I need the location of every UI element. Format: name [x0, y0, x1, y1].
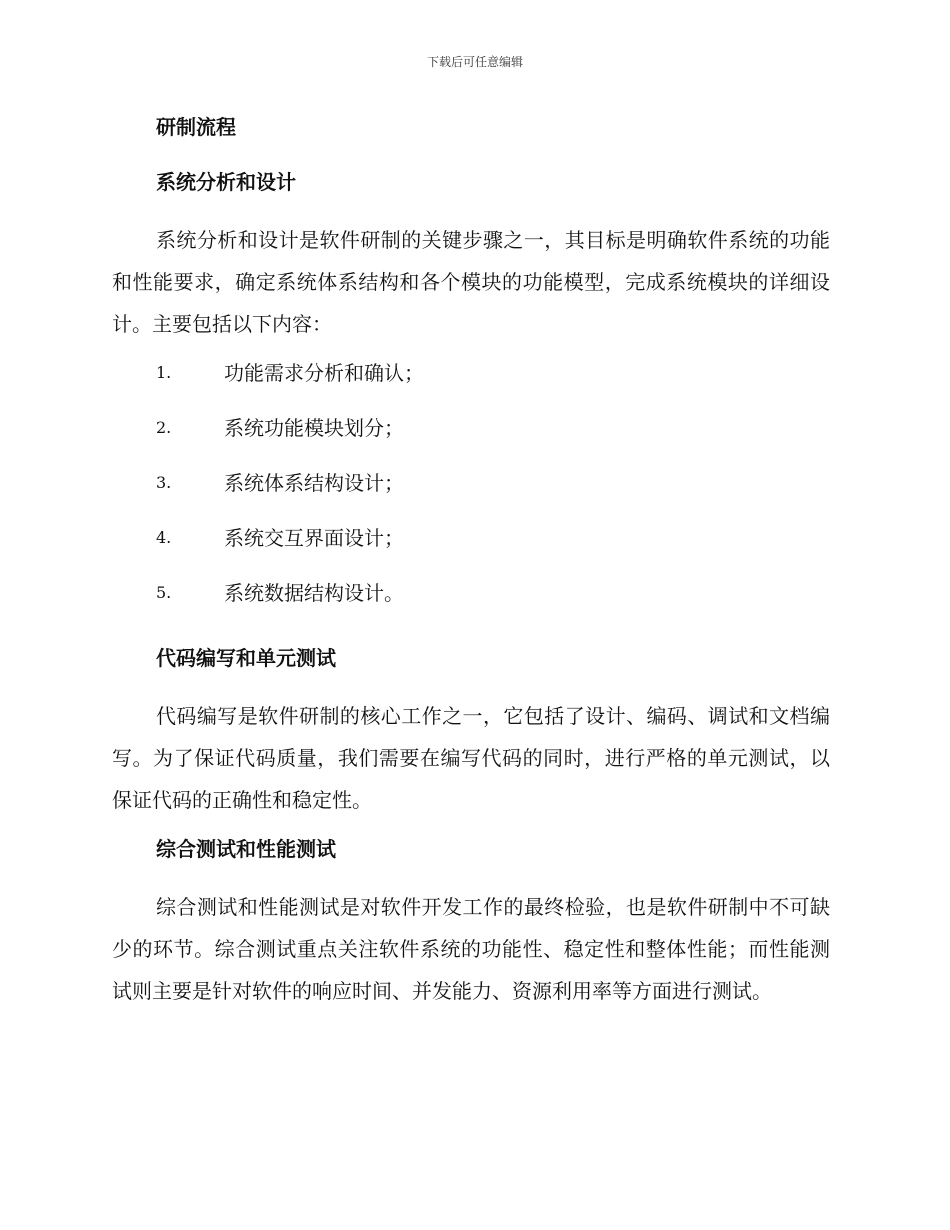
section-heading-coding: 代码编写和单元测试	[156, 646, 336, 670]
list-item-text: 系统体系结构设计；	[224, 471, 404, 495]
list-item-text: 系统数据结构设计。	[224, 581, 404, 605]
section-paragraph-coding: 代码编写是软件研制的核心工作之一，它包括了设计、编码、调试和文档编写。为了保证代码质量，我们需要在编写代码的同时，进行严格的单元测试，以保证代码的正确性和稳定性。	[112, 704, 830, 812]
document-body	[112, 111, 830, 1024]
list-item-number: 1.	[156, 363, 172, 382]
list-item	[112, 522, 830, 577]
list-item	[112, 467, 830, 522]
numbered-list	[112, 357, 830, 632]
list-item-text: 系统功能模块划分；	[224, 416, 404, 440]
list-item	[112, 412, 830, 467]
list-item-number: 4.	[156, 528, 172, 547]
list-item-text: 功能需求分析和确认；	[224, 361, 424, 385]
section-heading-testing: 综合测试和性能测试	[156, 837, 336, 861]
section-heading-analysis: 系统分析和设计	[156, 170, 296, 194]
list-item-number: 3.	[156, 473, 172, 492]
list-item-number: 2.	[156, 418, 172, 437]
list-item	[112, 357, 830, 412]
section-paragraph-testing: 综合测试和性能测试是对软件开发工作的最终检验，也是软件研制中不可缺少的环节。综合测试重点关注软件系统的功能性、稳定性和整体性能；而性能测试则主要是针对软件的响应时间、并发能力、资源利用率等方面进行测试。	[112, 895, 830, 1003]
list-item-number: 5.	[156, 583, 172, 602]
page-title: 研制流程	[156, 115, 236, 139]
header-note: 下载后可任意编辑	[426, 55, 523, 69]
section-paragraph-analysis: 系统分析和设计是软件研制的关键步骤之一，其目标是明确软件系统的功能和性能要求，确定系统体系结构和各个模块的功能模型，完成系统模块的详细设计。主要包括以下内容：	[112, 228, 830, 336]
list-item-text: 系统交互界面设计；	[224, 526, 404, 550]
list-item	[112, 577, 830, 632]
